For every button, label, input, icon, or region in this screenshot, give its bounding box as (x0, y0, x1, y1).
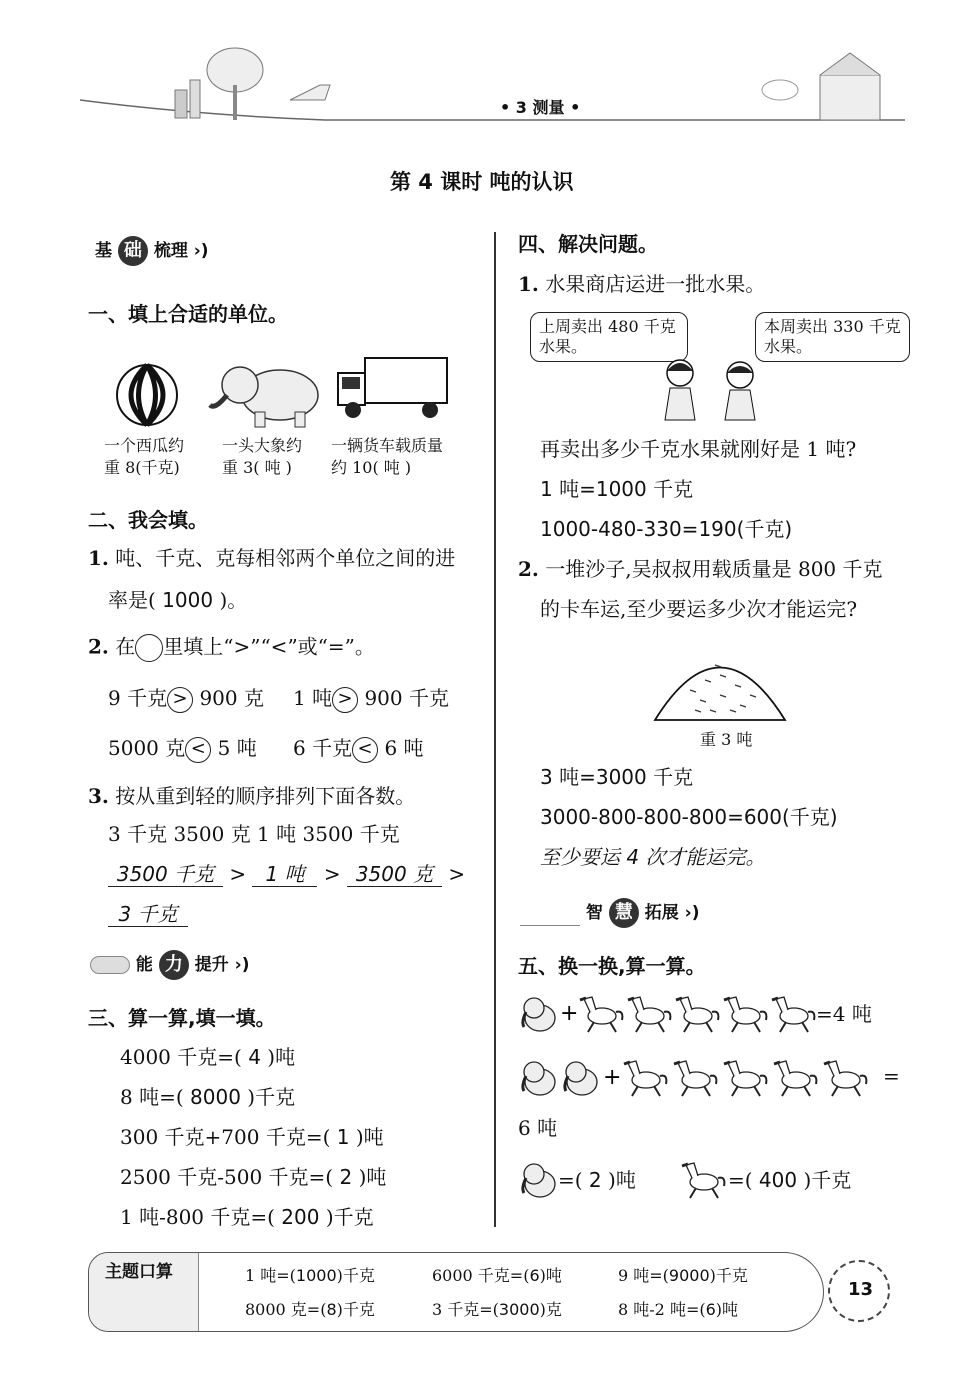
calc-pre: 8 吨=( (120, 1085, 184, 1109)
order-answer: 3500 千克 (108, 862, 223, 887)
item-answer: 3000 (498, 1300, 540, 1319)
s4-q1-answer1: 1 吨=1000 千克 (540, 477, 694, 501)
item-pre: 6000 千克=( (432, 1266, 530, 1285)
section5-title: 五、换一换,算一算。 (518, 954, 706, 978)
watermelon-image (110, 360, 185, 430)
calc-post: )千克 (325, 1205, 374, 1229)
item-answer: 9000 (668, 1266, 710, 1285)
footer-item (618, 1300, 738, 1319)
s4-q2-answer2: 3000-800-800-800=600(千克) (540, 805, 838, 829)
elephant-icon (565, 1062, 597, 1095)
question-number: 1. (518, 272, 539, 296)
q1-line2 (108, 588, 247, 612)
order-answer: 1 吨 (252, 862, 317, 887)
svg-text:+: + (603, 1065, 622, 1090)
elephant-caption (222, 435, 302, 480)
caption-line: 一个西瓜约 (104, 436, 185, 455)
banner-char: 提升 (194, 955, 229, 975)
calc-answer: 200 (281, 1205, 320, 1229)
page-number: 13 (848, 1279, 874, 1300)
compare-sign: < (352, 737, 378, 763)
horse-icon (724, 1061, 766, 1096)
horse-icon (824, 1061, 866, 1096)
calc-answer: 2 (339, 1165, 353, 1189)
column-divider (494, 232, 496, 1227)
calc-row (120, 1205, 374, 1229)
eq-answer: 400 (758, 1168, 798, 1192)
text-pre: 率是( (108, 588, 156, 612)
ability-banner: 能 力 提升 ›) (90, 950, 249, 980)
q2-line (88, 634, 375, 662)
question-text: 吨、千克、克每相邻两个单位之间的进 (115, 546, 456, 570)
eq-pre: =( (728, 1168, 753, 1192)
sand-pile-label: 重 3 吨 (700, 730, 753, 749)
calc-answer: 4 (248, 1045, 261, 1069)
empty-circle-icon (135, 634, 163, 662)
calc-pre: 1 吨-800 千克=( (120, 1205, 275, 1229)
horse-icon (724, 997, 766, 1032)
wisdom-banner: 智 慧 拓展 ›) (520, 898, 699, 928)
elephant-icon (523, 1062, 555, 1095)
horse-icon (624, 1061, 666, 1096)
eq-answer: 2 (588, 1168, 602, 1192)
elephant-icon (523, 1164, 555, 1197)
s4-q1-question: 再卖出多少千克水果就刚好是 1 吨? (540, 437, 857, 461)
city-icon (520, 900, 580, 926)
footer-item (245, 1266, 375, 1285)
calc-pre: 300 千克+700 千克=( (120, 1125, 331, 1149)
equation1-pictures (518, 992, 818, 1037)
question-number: 2. (518, 557, 539, 581)
calc-row (120, 1085, 295, 1109)
s4-q2-line2: 的卡车运,至少要运多少次才能运完? (540, 597, 858, 621)
compare-right: 900 千克 (364, 686, 449, 710)
item-answer: 6 (529, 1266, 540, 1285)
compare-right: 6 吨 (384, 736, 424, 760)
bubble-line: 上周卖出 480 千克 (539, 317, 676, 336)
section1-title: 一、填上合适的单位。 (88, 302, 288, 326)
item-post: )吨 (715, 1300, 739, 1319)
answer-value: 1000 (162, 588, 214, 612)
banner-ball: 础 (118, 236, 148, 266)
s4-q2-answer1: 3 吨=3000 千克 (540, 765, 694, 789)
text-post: 里填上“>”“<”或“=”。 (163, 634, 375, 659)
q3-line (88, 784, 415, 808)
horse-icon (774, 1061, 816, 1096)
question-number: 2. (88, 634, 109, 659)
item-pre: 8000 克=( (245, 1300, 327, 1319)
question-number: 3. (88, 784, 109, 808)
compare-row (108, 736, 257, 763)
equation3-text (558, 1168, 636, 1192)
horse-icon (676, 997, 718, 1032)
bubble-line: 水果。 (764, 337, 813, 356)
footer-item (432, 1266, 562, 1285)
order-sign: > (323, 862, 341, 886)
watermelon-caption (104, 435, 184, 480)
banner-char: 基 (95, 241, 112, 261)
s4-q1-answer2: 1000-480-330=190(千克) (540, 517, 793, 541)
order-sign: > (229, 862, 247, 886)
banner-char: 能 (135, 955, 153, 975)
elephant-icon (523, 998, 555, 1031)
compare-row (293, 686, 449, 713)
order-sign: > (448, 862, 466, 886)
section2-title: 二、我会填。 (88, 508, 208, 532)
q3-answer-row2 (108, 902, 188, 927)
speech-bubble-right (755, 312, 910, 362)
banner-char: 梳理 (153, 241, 188, 261)
calc-row (120, 1125, 384, 1149)
calc-answer: 8000 (190, 1085, 241, 1109)
s4-q1-line (518, 272, 765, 296)
svg-text:+: + (560, 1001, 579, 1026)
banner-ball: 力 (159, 950, 189, 980)
item-answer: 8 (326, 1300, 337, 1319)
item-answer: 6 (705, 1300, 716, 1319)
item-pre: 1 吨=( (245, 1266, 296, 1285)
section3-title: 三、算一算,填一填。 (88, 1006, 276, 1030)
item-post: )千克 (336, 1300, 375, 1319)
calc-pre: 2500 千克-500 千克=( (120, 1165, 334, 1189)
calc-post: )吨 (267, 1045, 296, 1069)
compare-sign: > (332, 687, 358, 713)
caption-line: 约 10( 吨 ) (331, 458, 412, 478)
calc-row (120, 1165, 386, 1189)
text-pre: 在 (115, 634, 136, 659)
s4-q2-line1 (518, 557, 883, 581)
equation4-horse (678, 1156, 730, 1201)
item-pre: 9 吨=( (618, 1266, 669, 1285)
calc-row (120, 1045, 295, 1069)
footer-item (432, 1300, 562, 1319)
horse-icon (682, 1163, 724, 1198)
compare-right: 5 吨 (217, 736, 257, 760)
calc-answer: 1 (336, 1125, 350, 1149)
elephant-image (205, 360, 325, 430)
children-image (655, 355, 775, 425)
basic-banner: 基 础 梳理 ›) (95, 236, 209, 266)
item-post: )千克 (336, 1266, 375, 1285)
header-decoration (75, 45, 915, 130)
caption-line: 一辆货车载质量 (331, 436, 444, 455)
s4-q2-answer3: 至少要运 4 次才能运完。 (540, 845, 766, 869)
section4-title: 四、解决问题。 (518, 232, 658, 256)
equation2-equals: = (883, 1064, 900, 1088)
compare-row (293, 736, 424, 763)
text-post: )。 (219, 588, 248, 612)
footer-label: 主题口算 (105, 1262, 173, 1282)
item-post: )吨 (539, 1266, 562, 1285)
order-answer: 3500 克 (347, 862, 442, 887)
car-icon (90, 956, 130, 974)
banner-char: 智 (585, 903, 603, 923)
calc-post: )千克 (247, 1085, 296, 1109)
truck-caption (331, 435, 443, 480)
compare-sign: < (185, 737, 211, 763)
footer-item (245, 1300, 375, 1319)
caption-line: 重 8(千克) (104, 458, 180, 478)
equation3-elephant (518, 1156, 560, 1201)
compare-row (108, 686, 264, 713)
caption-line: 重 3( 吨 ) (222, 458, 292, 478)
compare-left: 6 千克 (293, 736, 353, 760)
item-post: )克 (539, 1300, 562, 1319)
q3-values: 3 千克 3500 克 1 吨 3500 千克 (108, 822, 400, 846)
compare-right: 900 克 (199, 686, 264, 710)
q1-line1 (88, 546, 455, 570)
equation2-result: 6 吨 (518, 1116, 558, 1140)
calc-post: )吨 (355, 1125, 384, 1149)
banner-ball: 慧 (609, 898, 639, 928)
horse-icon (674, 1061, 716, 1096)
horse-icon (580, 997, 622, 1032)
question-text: 按从重到轻的顺序排列下面各数。 (115, 784, 416, 808)
order-answer: 3 千克 (108, 902, 188, 927)
item-post: )千克 (709, 1266, 748, 1285)
horse-icon (628, 997, 670, 1032)
horse-icon (772, 997, 814, 1032)
question-text: 水果商店运进一批水果。 (545, 272, 766, 296)
question-number: 1. (88, 546, 109, 570)
item-answer: 1000 (295, 1266, 337, 1285)
equation4-text (728, 1168, 851, 1192)
caption-line: 一头大象约 (222, 436, 303, 455)
calc-post: )吨 (358, 1165, 387, 1189)
item-pre: 8 吨-2 吨=( (618, 1300, 706, 1319)
banner-char: 拓展 (644, 903, 679, 923)
compare-sign: > (167, 687, 193, 713)
eq-pre: =( (558, 1168, 583, 1192)
equation2-pictures (518, 1054, 888, 1102)
footer-item (618, 1266, 748, 1285)
lesson-title: 第 4 课时 吨的认识 (390, 170, 574, 194)
item-pre: 3 千克=( (432, 1300, 499, 1319)
truck-image (335, 355, 450, 420)
calc-pre: 4000 千克=( (120, 1045, 242, 1069)
eq-post: )吨 (608, 1168, 636, 1192)
equation1-result: =4 吨 (816, 1002, 872, 1026)
bubble-line: 水果。 (539, 337, 588, 356)
sand-pile-image (650, 635, 790, 725)
compare-left: 5000 克 (108, 736, 186, 760)
q3-answer-row (108, 862, 465, 887)
question-text: 一堆沙子,吴叔叔用载质量是 800 千克 (545, 557, 883, 581)
eq-post: )千克 (803, 1168, 852, 1192)
compare-left: 1 吨 (293, 686, 333, 710)
compare-left: 9 千克 (108, 686, 168, 710)
chapter-header: • 3 测量 • (500, 98, 581, 117)
bubble-line: 本周卖出 330 千克 (764, 317, 901, 336)
